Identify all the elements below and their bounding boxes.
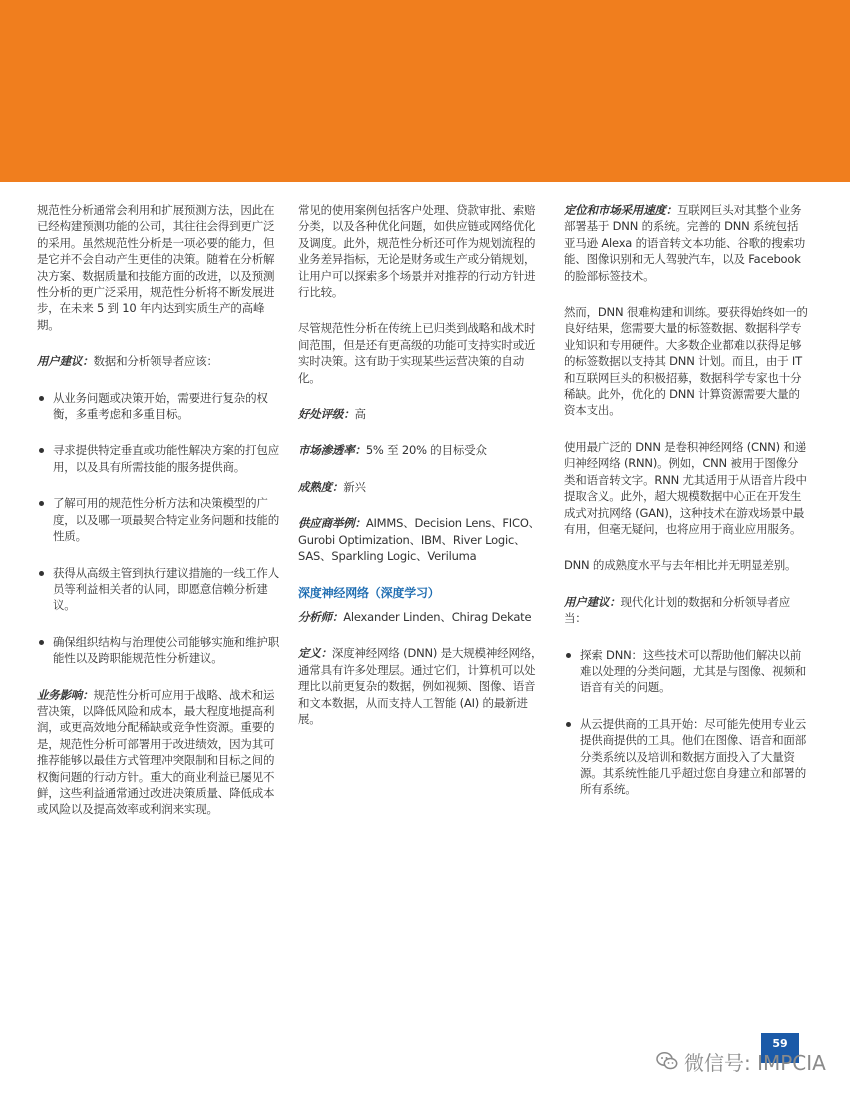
list-item: 探索 DNN：这些技术可以帮助他们解决以前难以处理的分类问题，尤其是与图像、视频和语音有关的问题。: [564, 647, 809, 696]
maturity-label: 成熟度：: [298, 479, 344, 494]
list-item: 从业务问题或决策开始，需要进行复杂的权衡，多重考虑和多重目标。: [37, 390, 282, 423]
analyst-label: 分析师：: [298, 609, 344, 624]
paragraph: 然而，DNN 很难构建和训练。要获得始终如一的良好结果，您需要大量的标签数据、数据科学专业知识和专用硬件。大多数企业都难以获得足够的标签数据以支持其 DNN 计划。而且，由于 IT 和互联网巨头的积极招募，数据科学专家也十分稀缺。此外，优化的 DNN 计算资源需要大量的资本支出。: [564, 305, 808, 418]
user-advice: [564, 594, 809, 627]
paragraph: 使用最广泛的 DNN 是卷积神经网络 (CNN) 和递归神经网络 (RNN)。例如，CNN 被用于图像分类和语音转文字。RNN 尤其适用于从语音片段中提取含义。此外，超大规模数据中心正在开发生成式对抗网络 (GAN)，这种技术在游戏场景中最有用，但毫无疑问，也将应用于商业应用服务。: [564, 439, 807, 536]
bullet-list: [37, 390, 282, 667]
user-advice-text: 数据和分析领导者应该：: [93, 354, 218, 369]
maturity-value: 新兴: [343, 479, 366, 494]
benefit-label: 好处评级：: [298, 407, 355, 422]
position-text: 互联网巨头对其整个业务部署基于 DNN 的系统。完善的 DNN 系统包括亚马逊 Alexa 的语音转文本功能、谷歌的搜索功能、图像识别和无人驾驶汽车，以及 Facebook 的脸部标签技术。: [564, 203, 806, 283]
header-banner: [0, 0, 850, 182]
list-item: 寻求提供特定垂直或功能性解决方案的打包应用，以及具有所需技能的服务提供商。: [37, 442, 282, 475]
column-2: [298, 202, 543, 747]
list-item: 从云提供商的工具开始：尽可能先使用专业云提供商提供的工具。他们在图像、语音和面部分类系统以及培训和数据方面投入了大量资源。其系统性能几乎超过您自身建立和部署的所有系统。: [564, 716, 809, 798]
position-label: 定位和市场采用速度：: [564, 203, 677, 217]
user-advice-text: 现代化计划的数据和分析领导者应当：: [564, 594, 790, 626]
list-item: 获得从高级主管到执行建议措施的一线工作人员等利益相关者的认同，即愿意信赖分析建议。: [37, 565, 282, 614]
user-advice-label: 用户建议：: [37, 354, 94, 369]
watermark: [656, 1046, 826, 1076]
benefit-value: 高: [354, 407, 366, 422]
vendors-label: 供应商举例：: [298, 516, 366, 531]
sample-vendors: [298, 515, 543, 564]
paragraph: DNN 的成熟度水平与去年相比并无明显差别。: [564, 558, 797, 573]
column-3: [564, 202, 809, 818]
business-impact: [37, 687, 282, 818]
column-1: [37, 202, 282, 838]
definition-label: 定义：: [298, 646, 332, 661]
definition-text: 深度神经网络 (DNN) 是大规模神经网络，通常具有许多处理层。通过它们，计算机可以处理比以前更复杂的数据，例如视频、图像、语音和文本数据，从而支持人工智能 (AI) 的最新进展。: [298, 646, 543, 726]
penetration-value: 5% 至 20% 的目标受众: [365, 443, 487, 458]
wechat-icon: [656, 1051, 678, 1071]
analyst-value: Alexander Linden、Chirag Dekate: [343, 609, 532, 624]
user-advice-label: 用户建议：: [564, 594, 621, 609]
paragraph: 常见的使用案例包括客户处理、贷款审批、索赔分类，以及各种优化问题，如供应链或网络优化及调度。此外，规范性分析还可作为规划流程的业务差异指标，无论是财务或生产或分销规划，让用户可以探索多个场景并对推荐的行动方针进行比较。: [298, 203, 536, 300]
benefit-rating: [298, 406, 543, 422]
market-penetration: [298, 442, 543, 458]
paragraph: 尽管规范性分析在传统上已归类到战略和战术时间范围，但是还有更高级的功能可支持实时或近实时决策。这有助于实现某些运营决策的自动化。: [298, 321, 536, 385]
business-impact-text: 规范性分析可应用于战略、战术和运营决策，以降低风险和成本，最大程度地提高利润，或更高效地分配稀缺或竞争性资源。重要的是，规范性分析可部署用于改进绩效，因为其可推荐能够以最佳方式管理冲突限制和目标之间的权衡问题的行动方针。重大的商业利益已屡见不鲜，这些利益通常通过改进决策质量、降低成本或风险以及提高效率或利润来实现。: [37, 687, 275, 817]
user-advice: [37, 353, 282, 369]
position-adoption: [564, 202, 809, 284]
page-number: 59: [761, 1033, 799, 1063]
maturity: [298, 479, 543, 495]
vendors-value: AIMMS、Decision Lens、FICO、Gurobi Optimization、IBM、River Logic、SAS、Sparkling Logic、Veriluma: [298, 516, 540, 564]
list-item: 了解可用的规范性分析方法和决策模型的广度，以及哪一项最契合特定业务问题和技能的性质。: [37, 495, 282, 544]
section-heading: 深度神经网络（深度学习）: [298, 585, 440, 600]
business-impact-label: 业务影响：: [37, 687, 94, 702]
bullet-list: [564, 647, 809, 798]
watermark-text: 微信号: IMPCIA: [684, 1050, 826, 1075]
analysts: [298, 609, 543, 625]
paragraph: 规范性分析通常会利用和扩展预测方法，因此在已经构建预测功能的公司，其往往会得到更广泛的采用。虽然规范性分析是一项必要的能力，但是它并不会自动产生更佳的决策。随着在分析解决方案、数据质量和技能方面的改进，以及预测性分析的更广泛采用，规范性分析将不断发展进步，在未来 5 到 10 年内达到实质生产的高峰期。: [37, 203, 275, 332]
penetration-label: 市场渗透率：: [298, 443, 366, 458]
definition: [298, 645, 543, 727]
list-item: 确保组织结构与治理使公司能够实施和维护职能性以及跨职能规范性分析建议。: [37, 634, 282, 667]
